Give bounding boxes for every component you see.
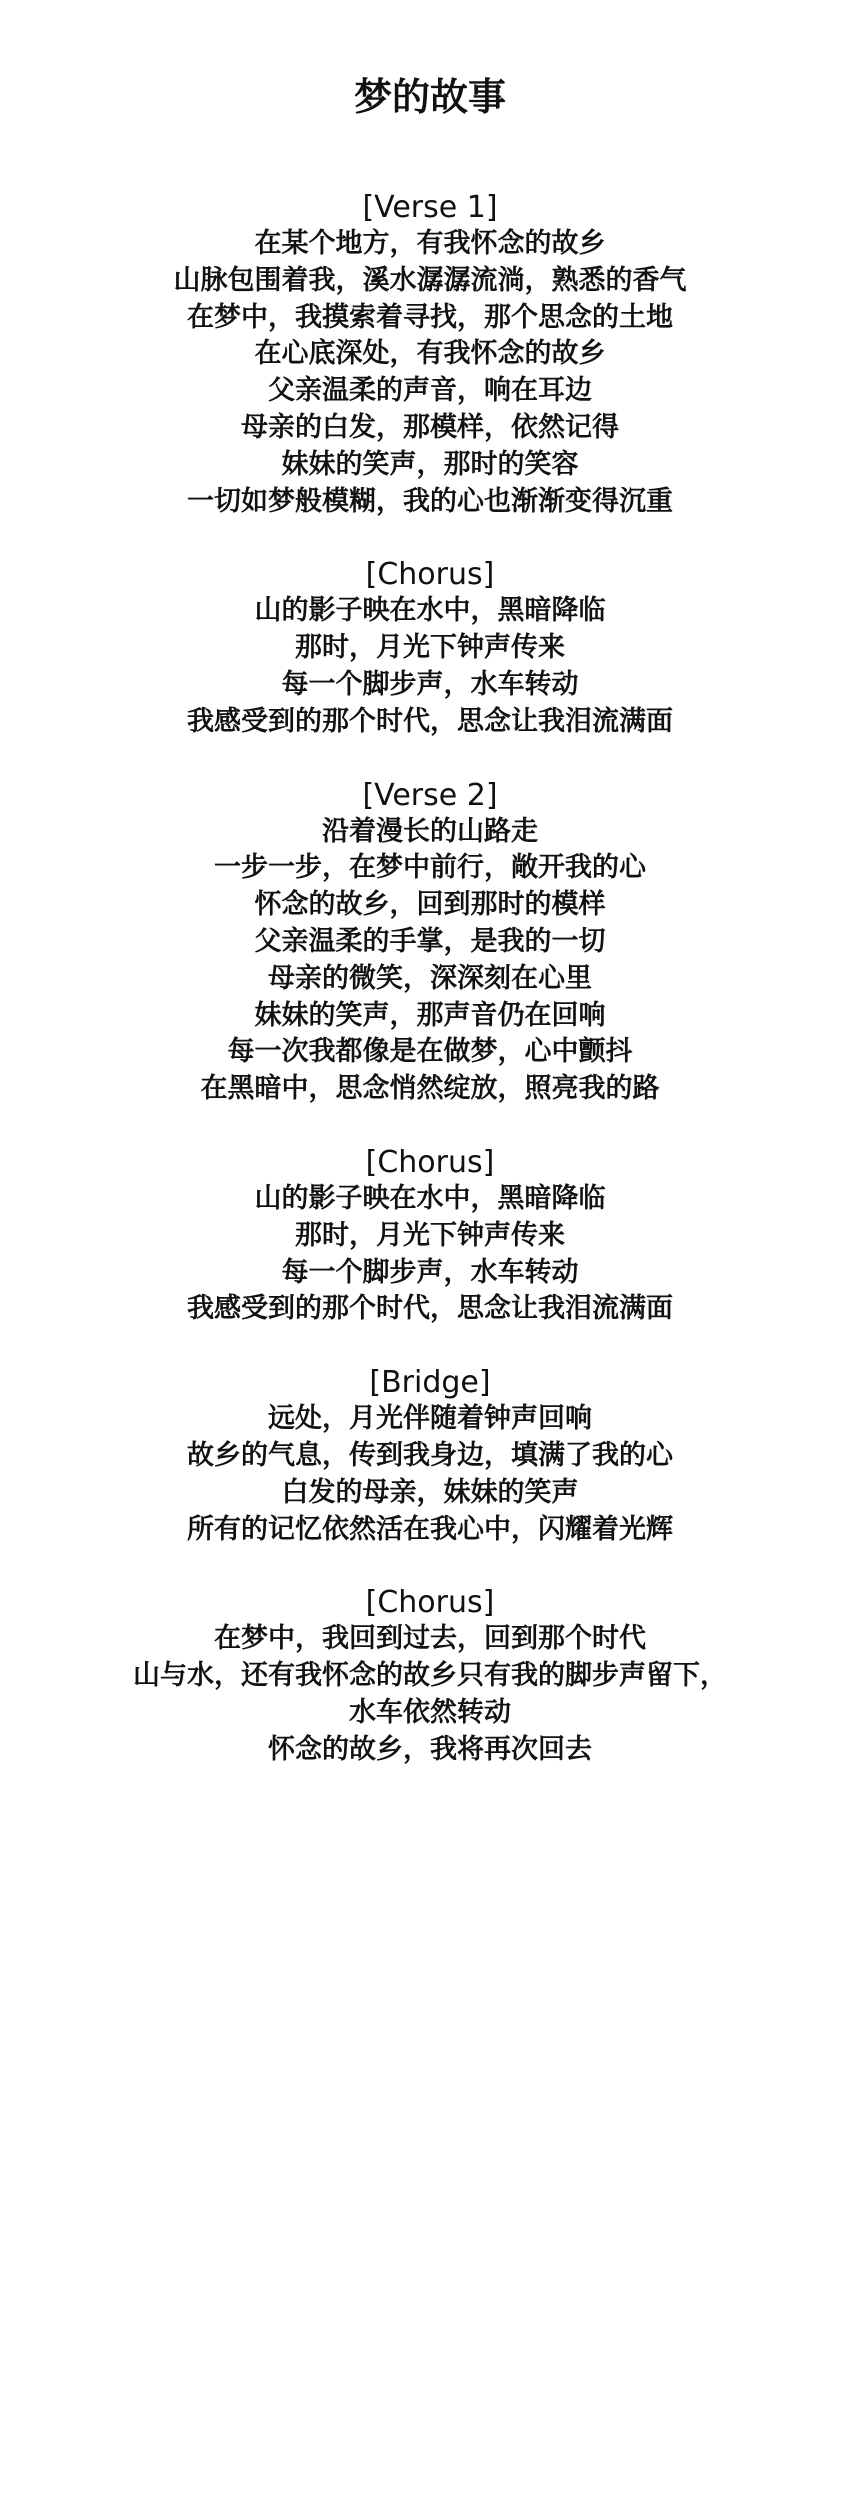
lyrics-section xyxy=(0,1145,860,1328)
lyrics-section xyxy=(0,557,860,740)
lyrics-section xyxy=(0,190,860,520)
lyrics-section xyxy=(0,1585,860,1768)
lyric-line: 那时，月光下钟声传来 xyxy=(295,632,565,664)
section-header: [Bridge] xyxy=(369,1365,491,1401)
lyric-line: 我感受到的那个时代，思念让我泪流满面 xyxy=(187,1293,673,1325)
lyric-line: 母亲的白发，那模样，依然记得 xyxy=(241,411,619,443)
section-header: [Chorus] xyxy=(365,1585,495,1621)
lyric-line: 一步一步，在梦中前行，敞开我的心 xyxy=(214,852,646,884)
lyric-line: 沿着漫长的山路走 xyxy=(322,815,538,847)
lyrics-section xyxy=(0,778,860,1108)
lyric-line: 妹妹的笑声，那时的笑容 xyxy=(281,448,579,480)
lyric-line: 每一个脚步声，水车转动 xyxy=(281,668,579,700)
lyric-line: 怀念的故乡，回到那时的模样 xyxy=(254,889,606,921)
lyric-line: 在黑暗中，思念悄然绽放，照亮我的路 xyxy=(200,1073,660,1105)
lyric-line: 每一次我都像是在做梦，心中颤抖 xyxy=(227,1036,633,1068)
lyric-line: 远处，月光伴随着钟声回响 xyxy=(268,1403,592,1435)
lyric-line: 我感受到的那个时代，思念让我泪流满面 xyxy=(187,705,673,737)
lyrics-section xyxy=(0,1365,860,1548)
lyric-line: 山的影子映在水中，黑暗降临 xyxy=(254,1182,606,1214)
lyric-line: 山脉包围着我，溪水潺潺流淌，熟悉的香气 xyxy=(173,264,687,296)
lyric-line: 父亲温柔的声音，响在耳边 xyxy=(268,375,592,407)
lyric-line: 水车依然转动 xyxy=(349,1696,511,1728)
lyric-line: 白发的母亲，妹妹的笑声 xyxy=(281,1476,579,1508)
lyric-line: 在梦中，我回到过去，回到那个时代 xyxy=(214,1623,646,1655)
lyric-line: 山与水，还有我怀念的故乡只有我的脚步声留下， xyxy=(133,1660,727,1692)
song-title: 梦的故事 xyxy=(353,75,506,119)
lyric-line: 山的影子映在水中，黑暗降临 xyxy=(254,595,606,627)
lyric-line: 所有的记忆依然活在我心中，闪耀着光辉 xyxy=(187,1513,673,1545)
lyric-line: 父亲温柔的手掌，是我的一切 xyxy=(254,925,606,957)
lyric-line: 那时，月光下钟声传来 xyxy=(295,1219,565,1251)
section-header: [Chorus] xyxy=(365,557,495,593)
lyrics-body xyxy=(0,190,860,1806)
lyric-line: 一切如梦般模糊，我的心也渐渐变得沉重 xyxy=(187,485,673,517)
lyric-line: 怀念的故乡，我将再次回去 xyxy=(268,1733,592,1765)
section-header: [Verse 2] xyxy=(362,777,498,813)
lyric-line: 在某个地方，有我怀念的故乡 xyxy=(254,228,606,259)
section-header: [Chorus] xyxy=(365,1144,495,1180)
lyric-line: 母亲的微笑，深深刻在心里 xyxy=(268,962,592,994)
lyric-line: 在梦中，我摸索着寻找，那个思念的土地 xyxy=(187,301,673,333)
lyric-line: 妹妹的笑声，那声音仍在回响 xyxy=(254,999,606,1031)
lyric-line: 故乡的气息，传到我身边，填满了我的心 xyxy=(187,1439,673,1471)
section-header: [Verse 1] xyxy=(362,190,498,225)
lyric-line: 在心底深处，有我怀念的故乡 xyxy=(254,338,606,370)
lyric-line: 每一个脚步声，水车转动 xyxy=(281,1256,579,1288)
